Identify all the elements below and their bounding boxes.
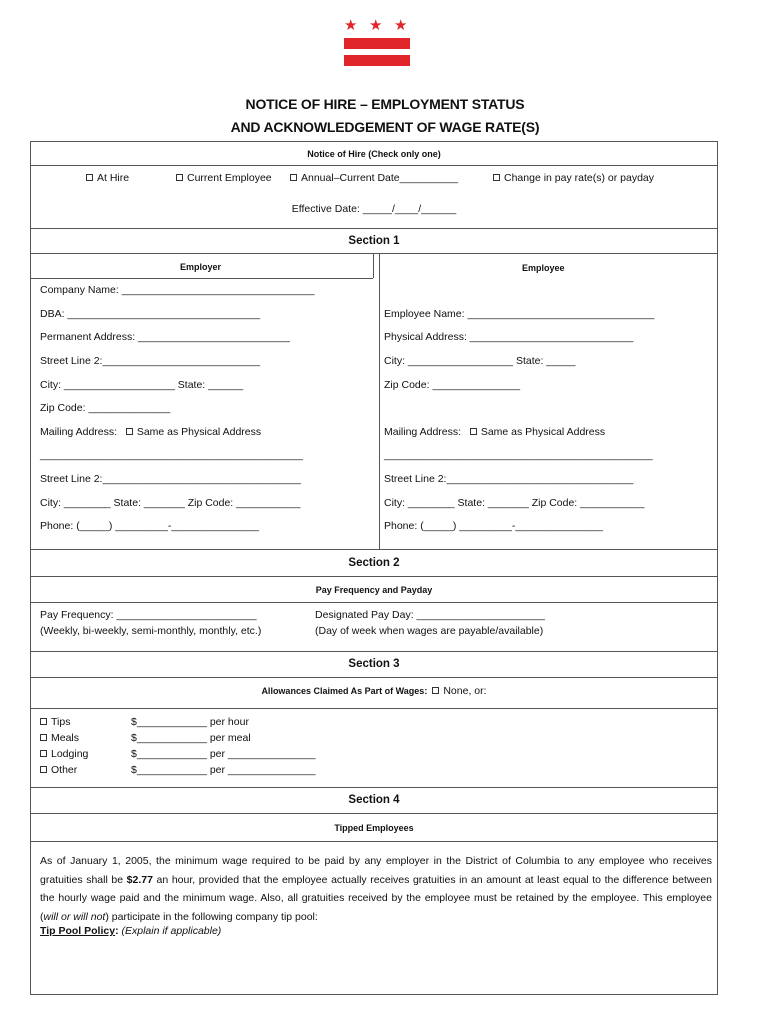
employer-mailing-street-line-2[interactable]: Street Line 2:__________________________________ xyxy=(40,473,302,485)
pay-frequency-field[interactable]: Pay Frequency: ________________________ xyxy=(40,609,257,621)
dba-field[interactable]: DBA: _________________________________ xyxy=(40,308,261,320)
tips-option[interactable]: Tips xyxy=(40,716,70,729)
employee-city-state[interactable]: City: __________________ State: _____ xyxy=(384,355,576,367)
meals-option[interactable]: Meals xyxy=(40,732,79,745)
tipped-wage-paragraph: As of January 1, 2005, the minimum wage required to be paid by any employer in the District of Columbia to any employee who receives gratuities shall be $2.77 an hour, provided that the employee actually receives gratuities in an amount at least equal to the difference between the hourly wage paid and the minimum wage. Also, all gratuities received by the employee must be retained by the employee. This employee (will or will not) participate in the following company tip pool: xyxy=(40,855,712,923)
employee-mailing-street-line-2[interactable]: Street Line 2:________________________________ xyxy=(384,473,634,485)
dc-flag-logo xyxy=(342,18,412,70)
checkbox-icon[interactable] xyxy=(432,687,439,694)
employer-mailing-address: Mailing Address: Same as Physical Address xyxy=(40,426,262,438)
section-1-title: Section 1 xyxy=(348,235,400,247)
checkbox-icon[interactable] xyxy=(40,750,47,757)
employer-street-line-2[interactable]: Street Line 2:___________________________ xyxy=(40,355,261,367)
company-name-field[interactable]: Company Name: _________________________________ xyxy=(40,284,315,296)
star-icon: ★ xyxy=(344,17,358,34)
designated-pay-day-field[interactable]: Designated Pay Day: ______________________ xyxy=(315,609,546,621)
allowances-heading: Allowances Claimed As Part of Wages: None, or: xyxy=(261,685,487,697)
employee-city-state-zip[interactable]: City: ________ State: _______ Zip Code: ___________ xyxy=(384,497,645,509)
permanent-address-field[interactable]: Permanent Address: __________________________ xyxy=(40,331,290,343)
checkbox-icon[interactable] xyxy=(290,174,297,181)
meals-amount[interactable]: $____________ per meal xyxy=(131,732,251,744)
tipped-employees-heading: Tipped Employees xyxy=(334,823,414,833)
notice-heading: Notice of Hire (Check only one) xyxy=(307,149,441,159)
employer-heading: Employer xyxy=(180,262,222,272)
effective-date-field[interactable]: Effective Date: _____/____/______ xyxy=(291,203,457,215)
pay-frequency-hint: (Weekly, bi-weekly, semi-monthly, monthly, etc.) xyxy=(40,625,262,637)
tip-pool-policy[interactable]: Tip Pool Policy: (Explain if applicable) xyxy=(40,925,222,937)
employee-zip-field[interactable]: Zip Code: _______________ xyxy=(384,379,521,391)
hire-notice-form xyxy=(30,141,718,995)
employer-city-state[interactable]: City: ___________________ State: ______ xyxy=(40,379,244,391)
lodging-option[interactable]: Lodging xyxy=(40,748,88,761)
employee-mailing-address: Mailing Address: Same as Physical Address xyxy=(384,426,606,438)
section-2-title: Section 2 xyxy=(348,557,400,569)
page-subtitle: AND ACKNOWLEDGEMENT OF WAGE RATE(S) xyxy=(230,119,540,135)
star-icon: ★ xyxy=(369,17,383,34)
checkbox-icon[interactable] xyxy=(40,766,47,773)
designated-pay-day-hint: (Day of week when wages are payable/available) xyxy=(315,625,544,637)
physical-address-field[interactable]: Physical Address: ____________________________ xyxy=(384,331,634,343)
checkbox-icon[interactable] xyxy=(493,174,500,181)
annual-current-date-option[interactable]: Annual–Current Date__________ xyxy=(290,172,458,185)
employer-city-state-zip[interactable]: City: ________ State: _______ Zip Code: ___________ xyxy=(40,497,301,509)
employer-mailing-line[interactable]: _____________________________________________ xyxy=(40,449,303,461)
checkbox-icon[interactable] xyxy=(40,734,47,741)
checkbox-icon[interactable] xyxy=(176,174,183,181)
checkbox-icon[interactable] xyxy=(470,428,477,435)
employer-zip-field[interactable]: Zip Code: ______________ xyxy=(40,402,171,414)
other-option[interactable]: Other xyxy=(40,764,77,777)
section-3-title: Section 3 xyxy=(348,658,400,670)
employee-heading: Employee xyxy=(522,263,565,273)
star-icon: ★ xyxy=(394,17,408,34)
employer-phone-field[interactable]: Phone: (_____) _________-_______________ xyxy=(40,520,259,532)
employee-mailing-line[interactable]: ______________________________________________ xyxy=(384,449,653,461)
at-hire-option[interactable]: At Hire xyxy=(86,172,129,185)
other-amount[interactable]: $____________ per _______________ xyxy=(131,764,316,776)
lodging-amount[interactable]: $____________ per _______________ xyxy=(131,748,316,760)
flag-bar xyxy=(344,38,410,49)
checkbox-icon[interactable] xyxy=(126,428,133,435)
current-employee-option[interactable]: Current Employee xyxy=(176,172,272,185)
change-pay-rate-option[interactable]: Change in pay rate(s) or payday xyxy=(493,172,654,185)
tips-amount[interactable]: $____________ per hour xyxy=(131,716,249,728)
checkbox-icon[interactable] xyxy=(40,718,47,725)
checkbox-icon[interactable] xyxy=(86,174,93,181)
flag-bar xyxy=(344,55,410,66)
section-4-title: Section 4 xyxy=(348,794,400,806)
pay-frequency-heading: Pay Frequency and Payday xyxy=(315,585,433,595)
page-title: NOTICE OF HIRE – EMPLOYMENT STATUS xyxy=(245,96,525,112)
employee-phone-field[interactable]: Phone: (_____) _________-_______________ xyxy=(384,520,603,532)
employee-name-field[interactable]: Employee Name: ________________________________ xyxy=(384,308,655,320)
